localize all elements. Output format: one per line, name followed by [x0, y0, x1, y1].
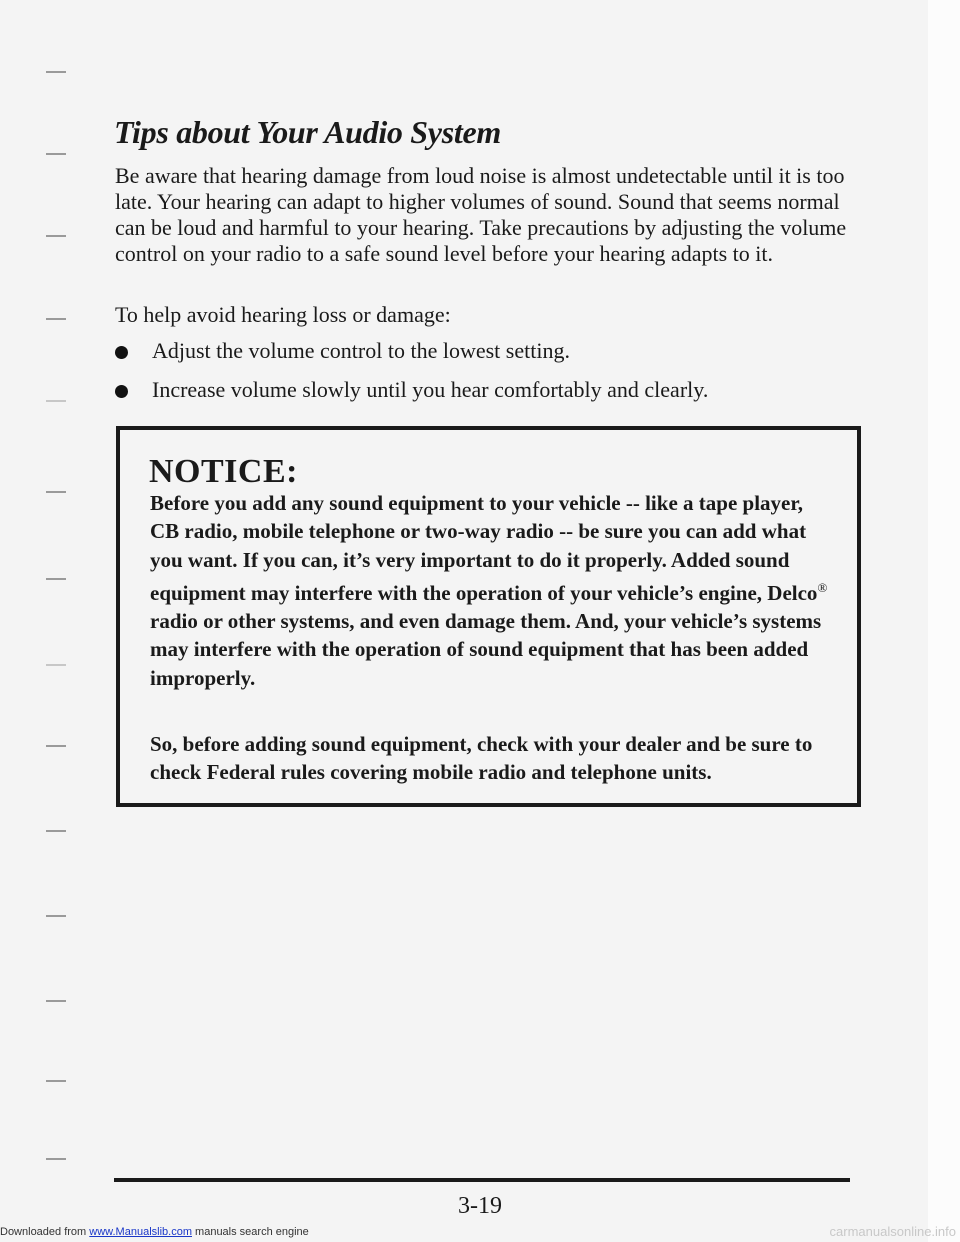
notice-paragraph-1	[150, 489, 830, 692]
margin-tick	[46, 830, 66, 832]
margin-tick	[46, 915, 66, 917]
notice-text-part-2: radio or other systems, and even damage them. And, your vehicle’s systems may interfere with the operation of sound equipment that has been added improperly.	[150, 609, 822, 690]
list-item-text: Increase volume slowly until you hear comfortably and clearly.	[152, 377, 709, 402]
list-item	[115, 338, 708, 364]
margin-tick	[46, 491, 66, 493]
section-title: Tips about Your Audio System	[114, 114, 501, 150]
page-number: 3-19	[458, 1193, 502, 1219]
margin-tick	[46, 235, 66, 237]
bullet-icon	[115, 385, 128, 398]
page-edge	[928, 0, 960, 1242]
list-item	[115, 377, 708, 403]
registered-mark: ®	[817, 579, 828, 595]
list-item-text: Adjust the volume control to the lowest setting.	[152, 338, 570, 363]
list-intro: To help avoid hearing loss or damage:	[115, 302, 451, 327]
notice-box	[116, 426, 861, 807]
notice-heading: NOTICE:	[149, 453, 298, 490]
download-prefix: Downloaded from	[0, 1226, 90, 1238]
download-footer	[0, 1226, 309, 1238]
margin-tick	[46, 400, 66, 402]
margin-tick	[46, 1000, 66, 1002]
footer-rule	[114, 1178, 850, 1182]
margin-tick	[46, 1080, 66, 1082]
body-paragraph: Be aware that hearing damage from loud noise is almost undetectable until it is too late. Your hearing can adapt to higher volumes of sound. Sound that seems normal can be loud and harmful to your hearing. Take precautions by adjusting the volume control on your radio to a safe sound level before your hearing adapts to it.	[115, 163, 847, 266]
margin-tick	[46, 318, 66, 320]
margin-tick	[46, 745, 66, 747]
margin-tick	[46, 71, 66, 73]
watermark: carmanualsonline.info	[829, 1224, 956, 1239]
notice-text-part-1: Before you add any sound equipment to your vehicle -- like a tape player, CB radio, mobile telephone or two-way radio -- be sure you can add what you want. If you can, it’s very important to do it properly. Added sound equipment may interfere with the operation of your vehicle’s engine, Delco	[150, 491, 818, 605]
notice-paragraph-2: So, before adding sound equipment, check with your dealer and be sure to check Federal rules covering mobile radio and telephone units.	[150, 732, 813, 785]
margin-tick	[46, 1158, 66, 1160]
bullet-list	[115, 338, 708, 416]
margin-tick	[46, 664, 66, 666]
bullet-icon	[115, 346, 128, 359]
margin-tick	[46, 578, 66, 580]
manualslib-link[interactable]: www.Manualslib.com	[89, 1226, 192, 1238]
download-suffix: manuals search engine	[191, 1226, 309, 1238]
margin-tick	[46, 153, 66, 155]
